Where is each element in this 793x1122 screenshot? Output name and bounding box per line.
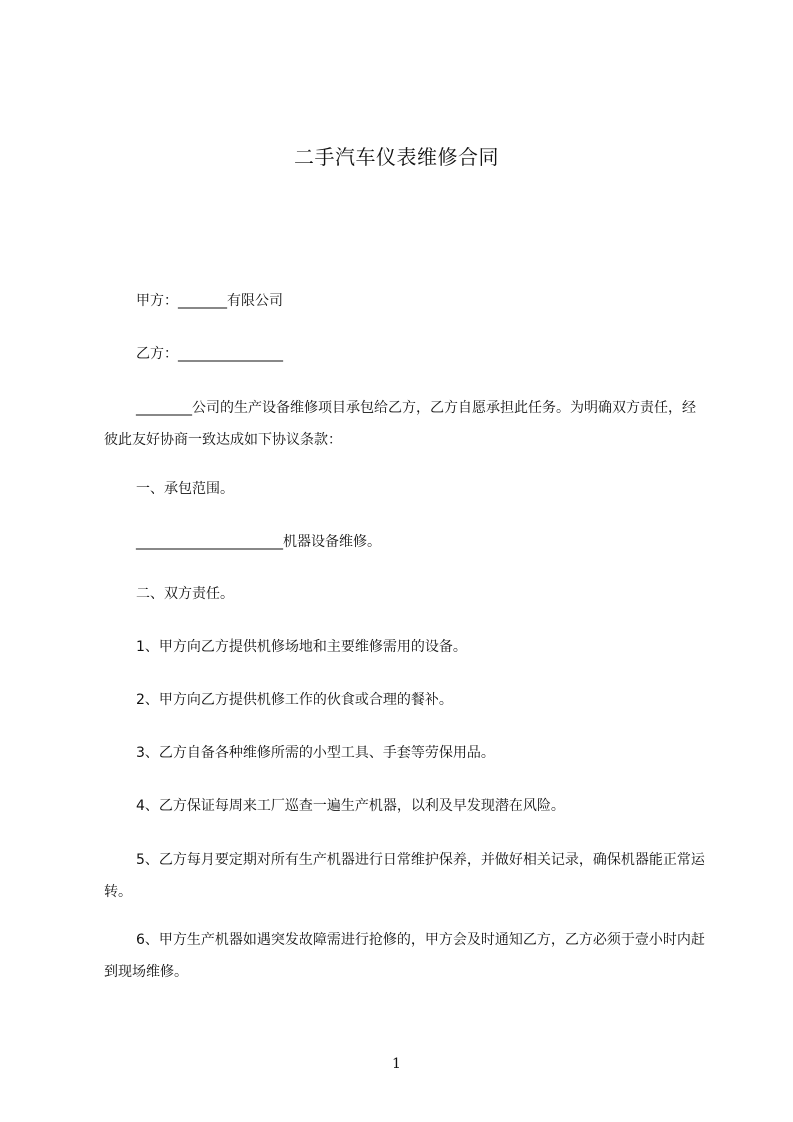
intro-paragraph: ________公司的生产设备维修项目承包给乙方，乙方自愿承担此任务。为明确双方责任，经彼此友好协商一致达成如下协议条款： xyxy=(104,400,696,448)
section-2-heading: 二、双方责任。 xyxy=(136,586,234,602)
responsibility-item-5: 5、乙方每月要定期对所有生产机器进行日常维护保养，并做好相关记录，确保机器能正常运转。 xyxy=(104,852,705,900)
responsibility-item-1: 1、甲方向乙方提供机修场地和主要维修需用的设备。 xyxy=(136,639,467,655)
party-a-line: 甲方：_______有限公司 xyxy=(136,293,283,309)
document-title: 二手汽车仪表维修合同 xyxy=(294,145,499,169)
responsibility-item-2: 2、甲方向乙方提供机修工作的伙食或合理的餐补。 xyxy=(136,692,453,708)
section-1-heading: 一、承包范围。 xyxy=(136,481,234,497)
party-b-line: 乙方：_______________ xyxy=(136,346,283,362)
scope-line: _____________________机器设备维修。 xyxy=(136,534,381,550)
responsibility-item-3: 3、乙方自备各种维修所需的小型工具、手套等劳保用品。 xyxy=(136,745,495,761)
responsibility-item-6: 6、甲方生产机器如遇突发故障需进行抢修的，甲方会及时通知乙方，乙方必须于壹小时内赶到现场维修。 xyxy=(104,932,705,980)
responsibility-item-4: 4、乙方保证每周来工厂巡查一遍生产机器，以利及早发现潜在风险。 xyxy=(136,798,565,814)
page-number: 1 xyxy=(392,1056,401,1072)
